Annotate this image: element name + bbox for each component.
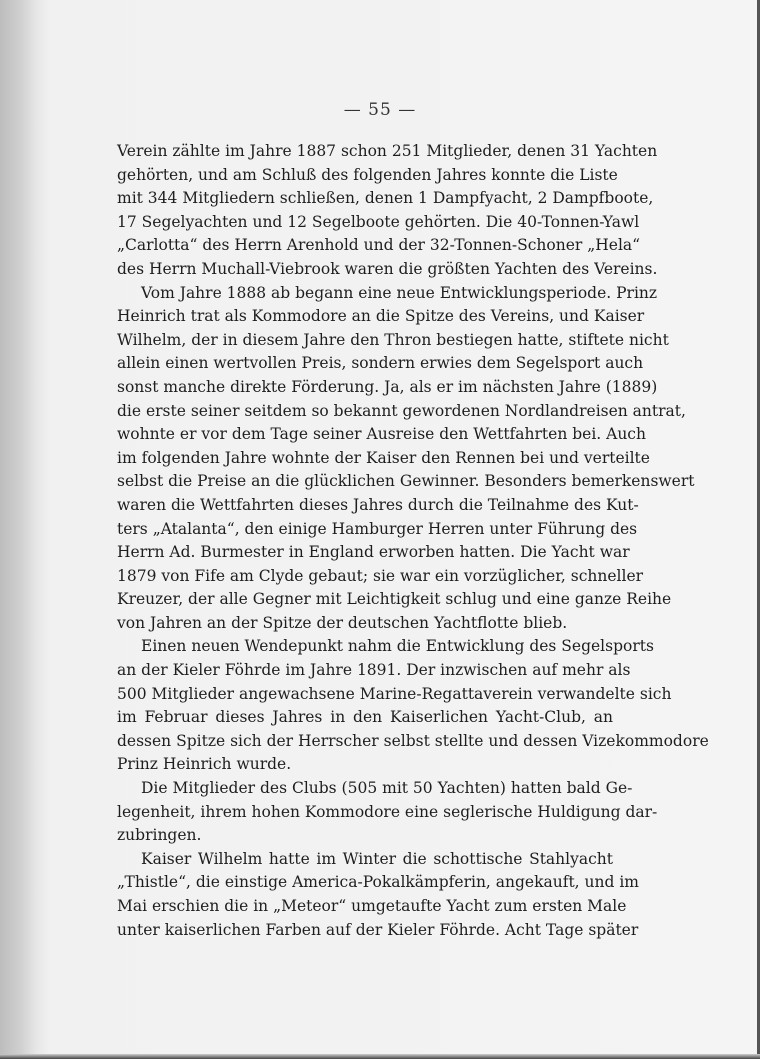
text-line: mit 344 Mitgliedern schließen, denen 1 Dampfyacht, 2 Dampfboote, <box>117 189 654 208</box>
text-line: Wilhelm, der in diesem Jahre den Thron bestiegen hatte, stiftete nicht <box>117 330 669 349</box>
text-line: Heinrich trat als Kommodore an die Spitze des Vereins, und Kaiser <box>117 307 645 326</box>
text-line: Prinz Heinrich wurde. <box>117 755 292 774</box>
text-line: sonst manche direkte Förderung. Ja, als er im nächsten Jahre (1889) <box>117 377 658 396</box>
text-line: allein einen wertvollen Preis, sondern erwies dem Segelsport auch <box>117 354 644 373</box>
text-line: von Jahren an der Spitze der deutschen Yachtflotte blieb. <box>117 613 568 632</box>
text-line: waren die Wettfahrten dieses Jahres durch die Teilnahme des Kut- <box>117 495 639 514</box>
page-edge-bottom <box>0 1054 760 1059</box>
text-line: Vom Jahre 1888 ab begann eine neue Entwicklungsperiode. Prinz <box>141 283 658 302</box>
text-line: ters „Atalanta“, den einige Hamburger Herren unter Führung des <box>117 519 638 538</box>
text-line: Die Mitglieder des Clubs (505 mit 50 Yachten) hatten bald Ge- <box>141 779 633 798</box>
text-line: „Thistle“, die einstige America-Pokalkämpferin, angekauft, und im <box>117 873 640 892</box>
paragraph <box>117 140 658 282</box>
text-line: 500 Mitglieder angewachsene Marine-Regattaverein verwandelte sich <box>117 684 672 703</box>
text-line: Herrn Ad. Burmester in England erworben hatten. Die Yacht war <box>117 543 630 562</box>
text-line: selbst die Preise an die glücklichen Gewinner. Besonders bemerkenswert <box>117 472 695 491</box>
text-line: Kreuzer, der alle Gegner mit Leichtigkeit schlug und eine ganze Reihe <box>117 590 672 609</box>
page-number: — 55 — <box>343 100 417 120</box>
text-line: wohnte er vor dem Tage seiner Ausreise den Wettfahrten bei. Auch <box>117 425 646 444</box>
text-line: Kaiser Wilhelm hatte im Winter die schottische Stahlyacht <box>141 849 613 868</box>
paragraph <box>117 635 709 777</box>
body-text <box>117 140 709 942</box>
text-line: unter kaiserlichen Farben auf der Kieler Föhrde. Acht Tage später <box>117 920 639 939</box>
text-line: des Herrn Muchall-Viebrook waren die größten Yachten des Vereins. <box>117 259 658 278</box>
text-line: Einen neuen Wendepunkt nahm die Entwicklung des Segelsports <box>141 637 654 656</box>
text-line: gehörten, und am Schluß des folgenden Jahres konnte die Liste <box>117 165 618 184</box>
text-line: legenheit, ihrem hohen Kommodore eine seglerische Huldigung dar- <box>117 802 658 821</box>
text-line: „Carlotta“ des Herrn Arenhold und der 32-Tonnen-Schoner „Hela“ <box>117 236 641 255</box>
paragraph <box>117 282 695 636</box>
text-line: 1879 von Fife am Clyde gebaut; sie war ein vorzüglicher, schneller <box>117 566 644 585</box>
text-line: im Februar dieses Jahres in den Kaiserlichen Yacht-Club, an <box>117 708 613 727</box>
text-line: die erste seiner seitdem so bekannt gewordenen Nordlandreisen antrat, <box>117 401 686 420</box>
text-line: 17 Segelyachten und 12 Segelboote gehörten. Die 40-Tonnen-Yawl <box>117 212 640 231</box>
text-line: im folgenden Jahre wohnte der Kaiser den Rennen bei und verteilte <box>117 448 650 467</box>
paragraph <box>117 777 658 848</box>
text-line: zubringen. <box>117 826 202 845</box>
text-line: an der Kieler Föhrde im Jahre 1891. Der inzwischen auf mehr als <box>117 661 631 680</box>
paragraph <box>117 848 640 942</box>
text-line: dessen Spitze sich der Herrscher selbst stellte und dessen Vizekommodore <box>117 731 709 750</box>
text-line: Verein zählte im Jahre 1887 schon 251 Mitglieder, denen 31 Yachten <box>117 142 658 160</box>
text-line: Mai erschien die in „Meteor“ umgetaufte Yacht zum ersten Male <box>117 897 627 915</box>
